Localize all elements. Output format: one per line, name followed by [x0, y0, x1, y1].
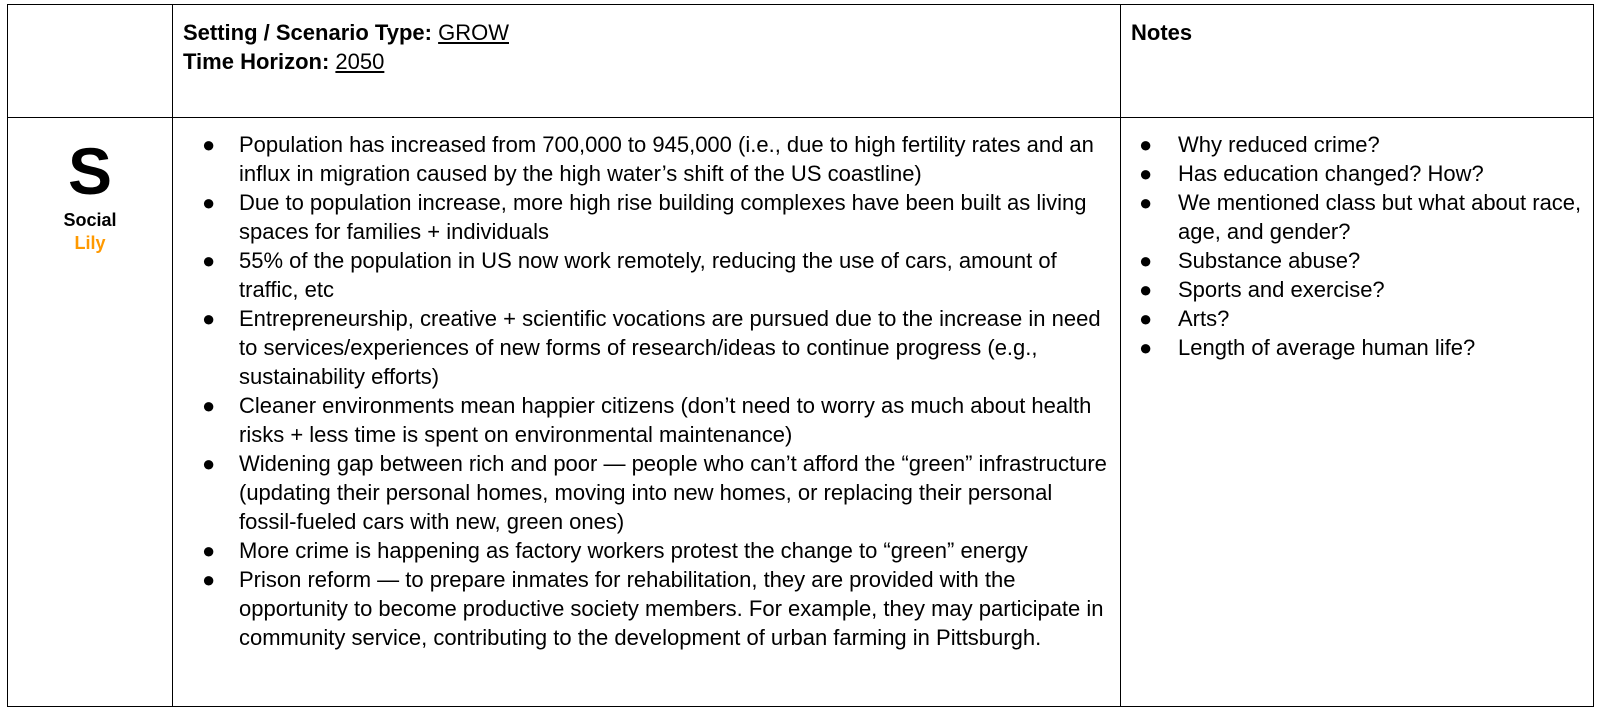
bullet-icon: ● — [1139, 306, 1153, 331]
note-item-text: Why reduced crime? — [1178, 132, 1380, 157]
list-item — [173, 565, 1120, 652]
note-item-text: Arts? — [1178, 306, 1230, 331]
content-list — [173, 130, 1120, 652]
bullet-icon: ● — [202, 306, 216, 331]
list-item-text: More crime is happening as factory workers protest the change to “green” energy — [239, 538, 1028, 563]
list-item-text: Population has increased from 700,000 to 945,000 (i.e., due to high fertility rates and an influx in migration caused by the high water’s shift of the US coastline) — [239, 132, 1094, 186]
setting-value: GROW — [438, 20, 509, 45]
note-item-text: Length of average human life? — [1178, 335, 1476, 360]
notes-cell — [1121, 118, 1594, 707]
note-item — [1121, 159, 1593, 188]
bullet-icon: ● — [1139, 190, 1153, 215]
note-item — [1121, 333, 1593, 362]
list-item — [173, 449, 1120, 536]
list-item-text: Due to population increase, more high rise building complexes have been built as living spaces for families + individuals — [239, 190, 1087, 244]
horizon-value: 2050 — [335, 49, 385, 74]
horizon-line — [183, 47, 1110, 76]
list-item — [173, 391, 1120, 449]
bullet-icon: ● — [202, 393, 216, 418]
list-item-text: Entrepreneurship, creative + scientific vocations are pursued due to the increase in need to services/experiences of new forms of research/ideas to continue progress (e.g., sustainability efforts) — [239, 306, 1101, 389]
bullet-icon: ● — [202, 248, 216, 273]
category-owner: Lily — [74, 233, 106, 253]
bullet-icon: ● — [1139, 335, 1153, 360]
note-item-text: Sports and exercise? — [1178, 277, 1385, 302]
note-item-text: We mentioned class but what about race, age, and gender? — [1178, 190, 1582, 244]
list-item-text: Prison reform — to prepare inmates for rehabilitation, they are provided with the opportunity to become productive society members. For example, they may participate in community service, contributing to the development of urban farming in Pittsburgh. — [239, 567, 1104, 650]
empty-corner-cell — [8, 5, 173, 118]
list-item-text: Cleaner environments mean happier citizens (don’t need to worry as much about health risks + less time is spent on environmental maintenance) — [239, 393, 1092, 447]
scenario-header-cell — [173, 5, 1121, 118]
bullet-icon: ● — [202, 132, 216, 157]
list-item — [173, 130, 1120, 188]
setting-line — [183, 18, 1110, 47]
social-row — [8, 118, 1594, 707]
scenario-table — [7, 4, 1594, 707]
bullet-icon: ● — [202, 538, 216, 563]
note-item — [1121, 246, 1593, 275]
list-item-text: Widening gap between rich and poor — people who can’t afford the “green” infrastructure (updating their personal homes, moving into new homes, or replacing their personal fossil-fueled cars with new, green ones) — [239, 451, 1107, 534]
horizon-label: Time Horizon: — [183, 49, 330, 74]
bullet-icon: ● — [202, 451, 216, 476]
note-item — [1121, 275, 1593, 304]
note-item — [1121, 304, 1593, 333]
bullet-icon: ● — [202, 190, 216, 215]
bullet-icon: ● — [1139, 248, 1153, 273]
list-item — [173, 246, 1120, 304]
list-item — [173, 188, 1120, 246]
note-item-text: Has education changed? How? — [1178, 161, 1484, 186]
bullet-icon: ● — [202, 567, 216, 592]
bullet-icon: ● — [1139, 161, 1153, 186]
note-item — [1121, 130, 1593, 159]
category-letter: S — [67, 134, 113, 208]
header-row — [8, 5, 1594, 118]
content-cell — [173, 118, 1121, 707]
bullet-icon: ● — [1139, 132, 1153, 157]
note-item-text: Substance abuse? — [1178, 248, 1361, 273]
list-item — [173, 304, 1120, 391]
setting-label: Setting / Scenario Type: — [183, 20, 432, 45]
bullet-icon: ● — [1139, 277, 1153, 302]
list-item — [173, 536, 1120, 565]
notes-header-cell — [1121, 5, 1594, 118]
category-name: Social — [63, 210, 117, 230]
notes-title: Notes — [1131, 20, 1193, 45]
category-cell — [8, 118, 173, 707]
note-item — [1121, 188, 1593, 246]
list-item-text: 55% of the population in US now work remotely, reducing the use of cars, amount of traffic, etc — [239, 248, 1057, 302]
notes-list — [1121, 130, 1593, 362]
